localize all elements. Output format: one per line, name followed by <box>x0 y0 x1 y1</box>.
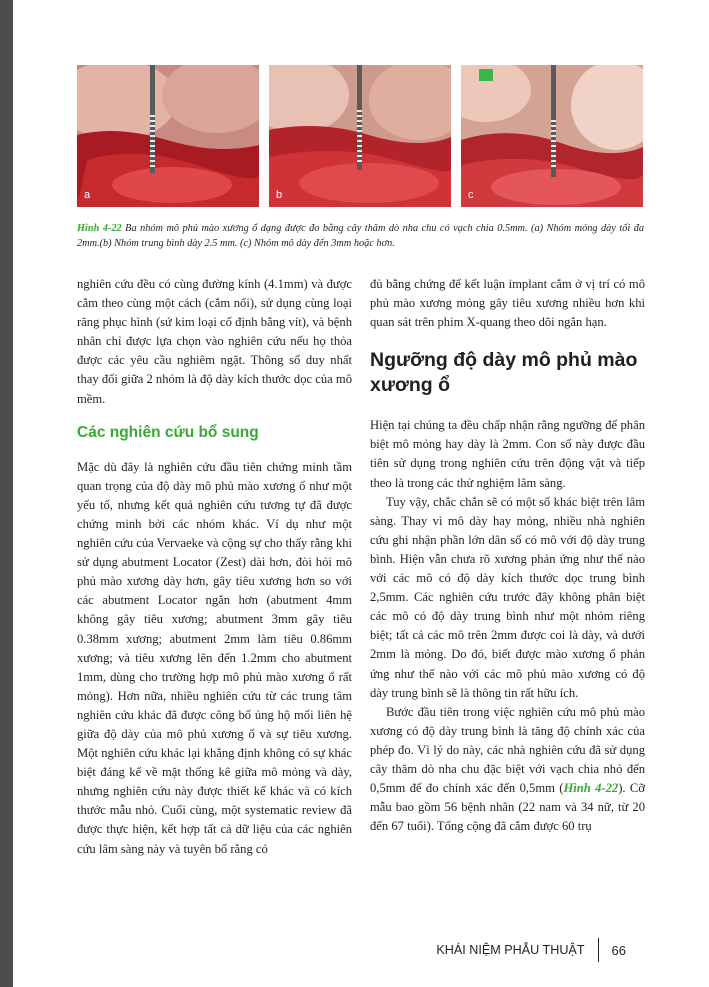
page-footer <box>436 937 626 963</box>
figure-caption <box>77 221 644 251</box>
figure-photos <box>77 65 643 207</box>
body-paragraph: Mặc dù đây là nghiên cứu đầu tiên chứng minh tầm quan trọng của độ dày mô phủ mào xương ổ như một yếu tố, nhưng kết quả nghiên cứu tương tự đã được chứng minh bởi các nhóm khác. Ví dụ như một nghiên cứu của Vervaeke và cộng sự cho thấy rằng khi sử dụng abutment Locator (Zest) dài hơn, đòi hỏi mô phủ mào xương dày hơn, gây tiêu xương hơn so với các abutment Locator ngắn hơn (abutment 4mm không gây tiêu xương; abutment 3mm gây tiêu 0.38mm xương; abutment 2mm làm tiêu 0.86mm xương; và tiêu xương lên đến 1.2mm cho abutment 1mm, dùng cho trường hợp mô phủ mào xương ổ rất mỏng). Hơn nữa, nhiều nghiên cứu từ các trung tâm nghiên cứu khác đã được công bố ủng hộ mối liên hệ giữa độ dày của mô phủ xương ổ và sự tiêu xương. Một nghiên cứu khác lại khẳng định không có sự khác biệt đáng kể về mặt thống kê giữa mô mỏng và dày, nhưng nghiên cứu này được thiết kế khác và có kích thước mẫu nhỏ. Cuối cùng, một systematic review đã được thực hiện, kết hợp tất cả dữ liệu của các nghiên cứu lâm sàng này và tuyên bố rằng có <box>77 459 352 856</box>
paragraph-text: Bước đầu tiên trong việc nghiên cứu mô phủ mào xương có độ dày trung bình là tăng độ chính xác của phép đo. Vì lý do này, các nhà nghiên cứu đã sử dụng cây thăm dò nha chu đặc biệt với vạch chia nhỏ đến 0,5mm để đo chính xác đến 0,5mm ( <box>370 704 645 796</box>
section-heading: Ngưỡng độ dày mô phủ mào xương ổ <box>370 349 638 397</box>
body-paragraph <box>370 703 645 837</box>
figure-reference-link[interactable]: Hình 4-22 <box>563 781 619 796</box>
page-number: 66 <box>611 942 626 958</box>
footer-section-title: KHÁI NIỆM PHẪU THUẬT <box>436 943 585 957</box>
body-paragraph: Tuy vậy, chắc chắn sẽ có một số khác biệt trên lâm sàng. Thay vì mô dày hay mỏng, nhiều nhà nghiên cứu ghi nhận phần lớn dân số có mô với độ dày trung bình. Hiện vẫn chưa rõ xương phản ứng như thế nào với các mô có độ dày kích thước dọc trung bình 2,5mm. Các nghiên cứu trước đây không phân biệt các mô có độ dày trung bình như một nhóm riêng biệt; tất cả các mô trên 2mm được coi là dày, và dưới 2mm là mỏng. Do đó, biết được mào xương ổ phản ứng như thế nào với các mô phủ mào xương có độ dày trung bình sẽ là thông tin rất hữu ích. <box>370 494 645 700</box>
paragraph-text: ). Cỡ mẫu bao gồm 56 bệnh nhân (22 nam và 34 nữ, từ 20 đến 67 tuổi). Tổng cộng đã cắm được 60 trụ <box>370 781 645 834</box>
panel-letter: b <box>276 189 283 201</box>
figure-label: Hình 4-22 <box>77 223 122 234</box>
body-paragraph: đủ bằng chứng để kết luận implant cắm ở vị trí có mô phủ mào xương mỏng gây tiêu xương nhiều hơn khi quan sát trên phim X-quang theo dõi ngắn hạn. <box>370 277 645 330</box>
page-side-bar <box>0 0 13 987</box>
panel-letter: c <box>468 189 474 201</box>
clinical-photo-b <box>269 65 451 207</box>
section-subheading: Các nghiên cứu bổ sung <box>77 423 259 441</box>
figure-caption-text: Ba nhóm mô phủ mào xương ổ dạng được đo bằng cây thăm dò nha chu có vạch chia 0.5mm. (a) Nhóm mỏng dày tối đa 2mm.(b) Nhóm trung bình dày 2.5 mm. (c) Nhóm mô dày đến 3mm hoặc hơn. <box>77 223 644 249</box>
body-paragraph: nghiên cứu đều có cùng đường kính (4.1mm) và được cắm theo cùng một cách (cắm nối), sử dụng cùng loại răng phục hình (sứ kim loại cố định bằng vít), và bệnh nhân chỉ được lựa chọn vào nghiên cứu nếu họ thỏa được các yêu cầu nghiêm ngặt. Thông số duy nhất thay đổi giữa 2 nhóm là độ dày kích thước dọc của mô mềm. <box>77 277 352 406</box>
footer-divider <box>598 938 599 962</box>
body-paragraph: Hiện tại chúng ta đều chấp nhận rằng ngưỡng để phân biệt mô mỏng hay dày là 2mm. Con số này được đầu tiên sử dụng trong nghiên cứu trên động vật và tiếp theo là trong các thử nghiệm lâm sàng. <box>370 418 645 490</box>
right-column <box>370 275 645 836</box>
photo-panel-c <box>461 65 643 207</box>
photo-panel-b <box>269 65 451 207</box>
left-column <box>77 275 352 859</box>
clinical-photo-a <box>77 65 259 207</box>
clinical-photo-c <box>461 65 643 207</box>
photo-panel-a <box>77 65 259 207</box>
panel-letter: a <box>84 189 91 201</box>
